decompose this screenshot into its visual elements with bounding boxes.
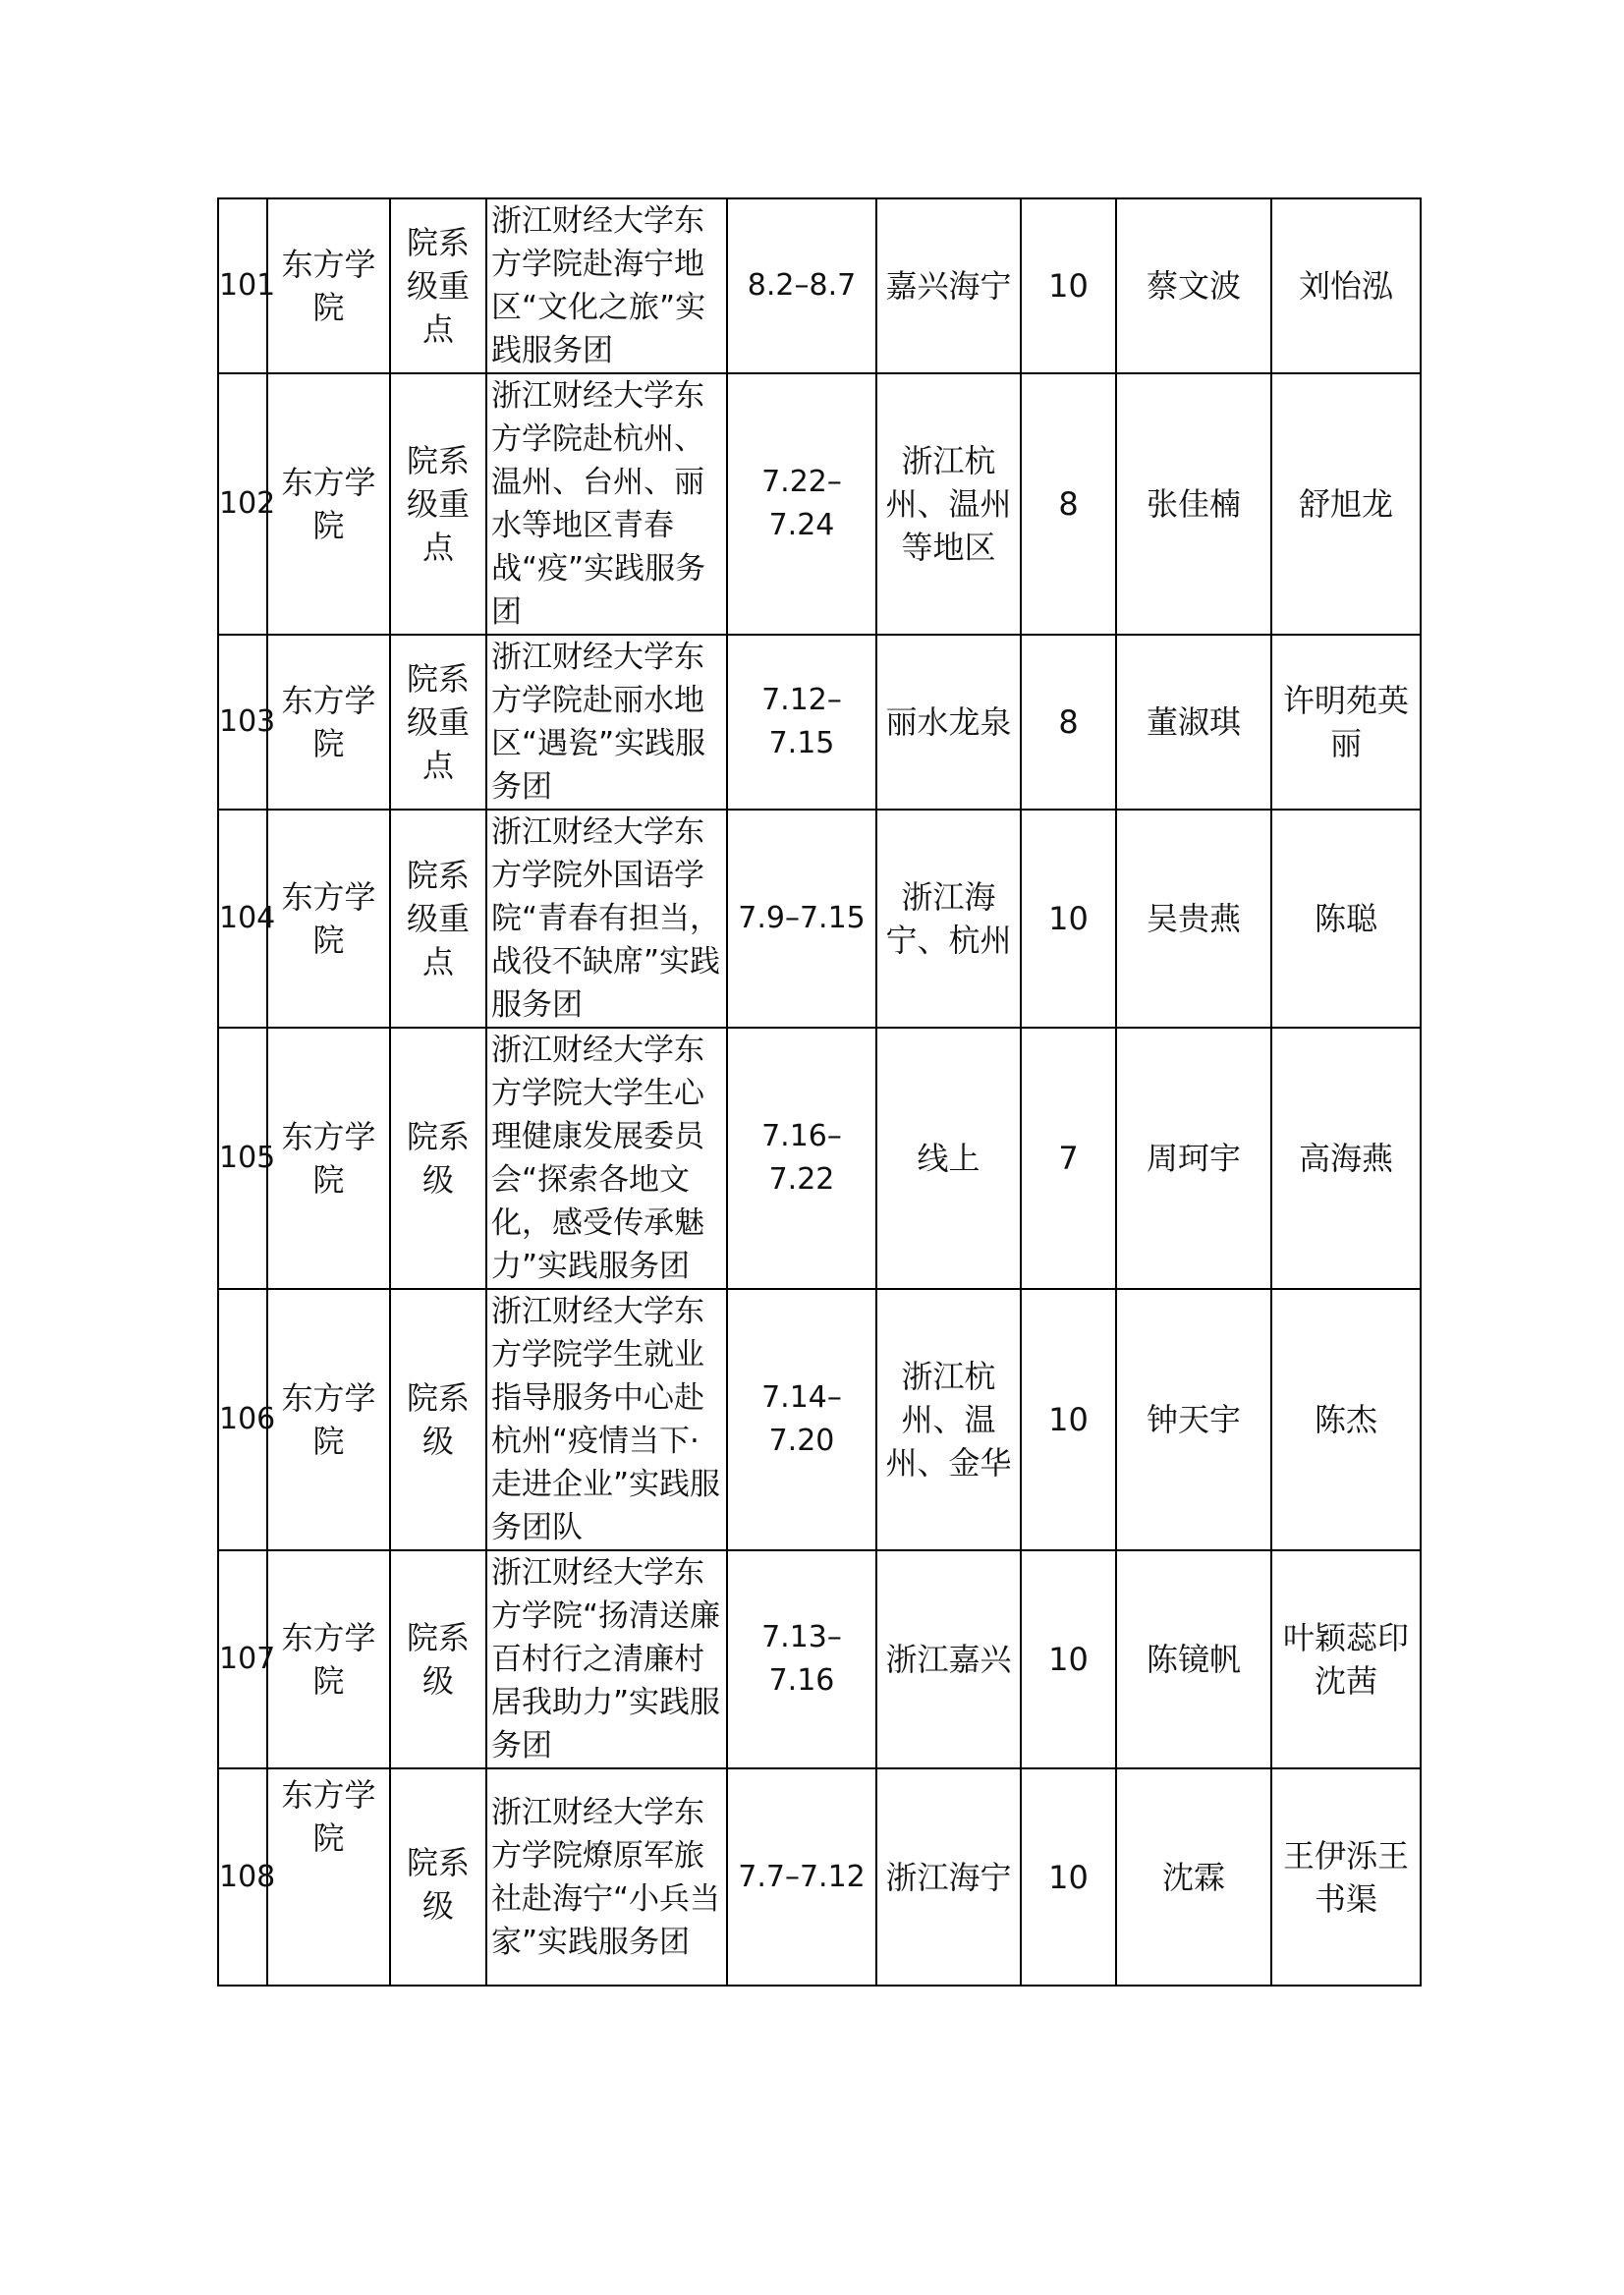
advisor-cell: 许明苑英丽 bbox=[1271, 635, 1421, 810]
unit-cell: 东方学院 bbox=[267, 1028, 390, 1289]
member-count-cell: 10 bbox=[1021, 1550, 1116, 1768]
dates-cell: 7.22–7.24 bbox=[727, 373, 876, 635]
advisor-cell: 叶颖蕊印沈茜 bbox=[1271, 1550, 1421, 1768]
table-row bbox=[218, 810, 1421, 1028]
unit-cell: 东方学院 bbox=[267, 635, 390, 810]
row-index: 104 bbox=[218, 810, 267, 1028]
location-cell: 浙江嘉兴 bbox=[876, 1550, 1021, 1768]
dates-cell: 7.16–7.22 bbox=[727, 1028, 876, 1289]
project-table bbox=[217, 197, 1422, 1987]
level-cell: 院系级 bbox=[390, 1028, 486, 1289]
unit-cell: 东方学院 bbox=[267, 1289, 390, 1550]
unit-cell: 东方学院 bbox=[267, 373, 390, 635]
advisor-cell: 高海燕 bbox=[1271, 1028, 1421, 1289]
member-count-cell: 10 bbox=[1021, 1768, 1116, 1986]
table-row bbox=[218, 1550, 1421, 1768]
row-index: 105 bbox=[218, 1028, 267, 1289]
project-name-cell: 浙江财经大学东方学院大学生心理健康发展委员会“探索各地文化，感受传承魅力”实践服务团 bbox=[486, 1028, 727, 1289]
level-cell: 院系级 bbox=[390, 1289, 486, 1550]
project-name-cell: 浙江财经大学东方学院“扬清送廉百村行之清廉村居我助力”实践服务团 bbox=[486, 1550, 727, 1768]
row-index: 106 bbox=[218, 1289, 267, 1550]
unit-cell: 东方学院 bbox=[267, 1768, 390, 1986]
row-index: 108 bbox=[218, 1768, 267, 1986]
project-name-cell: 浙江财经大学东方学院燎原军旅社赴海宁“小兵当家”实践服务团 bbox=[486, 1768, 727, 1986]
level-cell: 院系级重点 bbox=[390, 373, 486, 635]
level-cell: 院系级重点 bbox=[390, 635, 486, 810]
dates-cell: 7.14–7.20 bbox=[727, 1289, 876, 1550]
table-row bbox=[218, 1289, 1421, 1550]
member-count-cell: 10 bbox=[1021, 1289, 1116, 1550]
location-cell: 浙江杭州、温州等地区 bbox=[876, 373, 1021, 635]
leader-cell: 沈霖 bbox=[1116, 1768, 1271, 1986]
dates-cell: 7.12–7.15 bbox=[727, 635, 876, 810]
leader-cell: 张佳楠 bbox=[1116, 373, 1271, 635]
leader-cell: 钟天宇 bbox=[1116, 1289, 1271, 1550]
member-count-cell: 10 bbox=[1021, 198, 1116, 373]
leader-cell: 周珂宇 bbox=[1116, 1028, 1271, 1289]
project-name-cell: 浙江财经大学东方学院赴丽水地区“遇瓷”实践服务团 bbox=[486, 635, 727, 810]
project-name-cell: 浙江财经大学东方学院赴杭州、温州、台州、丽水等地区青春战“疫”实践服务团 bbox=[486, 373, 727, 635]
row-index: 107 bbox=[218, 1550, 267, 1768]
leader-cell: 董淑琪 bbox=[1116, 635, 1271, 810]
project-name-cell: 浙江财经大学东方学院赴海宁地区“文化之旅”实践服务团 bbox=[486, 198, 727, 373]
leader-cell: 蔡文波 bbox=[1116, 198, 1271, 373]
project-name-cell: 浙江财经大学东方学院外国语学院“青春有担当，战役不缺席”实践服务团 bbox=[486, 810, 727, 1028]
advisor-cell: 陈聪 bbox=[1271, 810, 1421, 1028]
table-row bbox=[218, 1028, 1421, 1289]
row-index: 101 bbox=[218, 198, 267, 373]
dates-cell: 7.9–7.15 bbox=[727, 810, 876, 1028]
leader-cell: 陈镜帆 bbox=[1116, 1550, 1271, 1768]
location-cell: 丽水龙泉 bbox=[876, 635, 1021, 810]
unit-cell: 东方学院 bbox=[267, 1550, 390, 1768]
level-cell: 院系级重点 bbox=[390, 198, 486, 373]
unit-cell: 东方学院 bbox=[267, 198, 390, 373]
level-cell: 院系级 bbox=[390, 1768, 486, 1986]
advisor-cell: 陈杰 bbox=[1271, 1289, 1421, 1550]
table-row bbox=[218, 373, 1421, 635]
row-index: 102 bbox=[218, 373, 267, 635]
member-count-cell: 8 bbox=[1021, 635, 1116, 810]
member-count-cell: 7 bbox=[1021, 1028, 1116, 1289]
dates-cell: 8.2–8.7 bbox=[727, 198, 876, 373]
table-row bbox=[218, 635, 1421, 810]
location-cell: 浙江海宁、杭州 bbox=[876, 810, 1021, 1028]
advisor-cell: 王伊泺王书渠 bbox=[1271, 1768, 1421, 1986]
table-row bbox=[218, 1768, 1421, 1986]
table-row bbox=[218, 198, 1421, 373]
dates-cell: 7.13–7.16 bbox=[727, 1550, 876, 1768]
member-count-cell: 10 bbox=[1021, 810, 1116, 1028]
location-cell: 嘉兴海宁 bbox=[876, 198, 1021, 373]
location-cell: 浙江海宁 bbox=[876, 1768, 1021, 1986]
advisor-cell: 舒旭龙 bbox=[1271, 373, 1421, 635]
project-name-cell: 浙江财经大学东方学院学生就业指导服务中心赴杭州“疫情当下·走进企业”实践服务团队 bbox=[486, 1289, 727, 1550]
location-cell: 线上 bbox=[876, 1028, 1021, 1289]
member-count-cell: 8 bbox=[1021, 373, 1116, 635]
leader-cell: 吴贵燕 bbox=[1116, 810, 1271, 1028]
location-cell: 浙江杭州、温州、金华 bbox=[876, 1289, 1021, 1550]
row-index: 103 bbox=[218, 635, 267, 810]
unit-cell: 东方学院 bbox=[267, 810, 390, 1028]
advisor-cell: 刘怡泓 bbox=[1271, 198, 1421, 373]
level-cell: 院系级重点 bbox=[390, 810, 486, 1028]
level-cell: 院系级 bbox=[390, 1550, 486, 1768]
dates-cell: 7.7–7.12 bbox=[727, 1768, 876, 1986]
